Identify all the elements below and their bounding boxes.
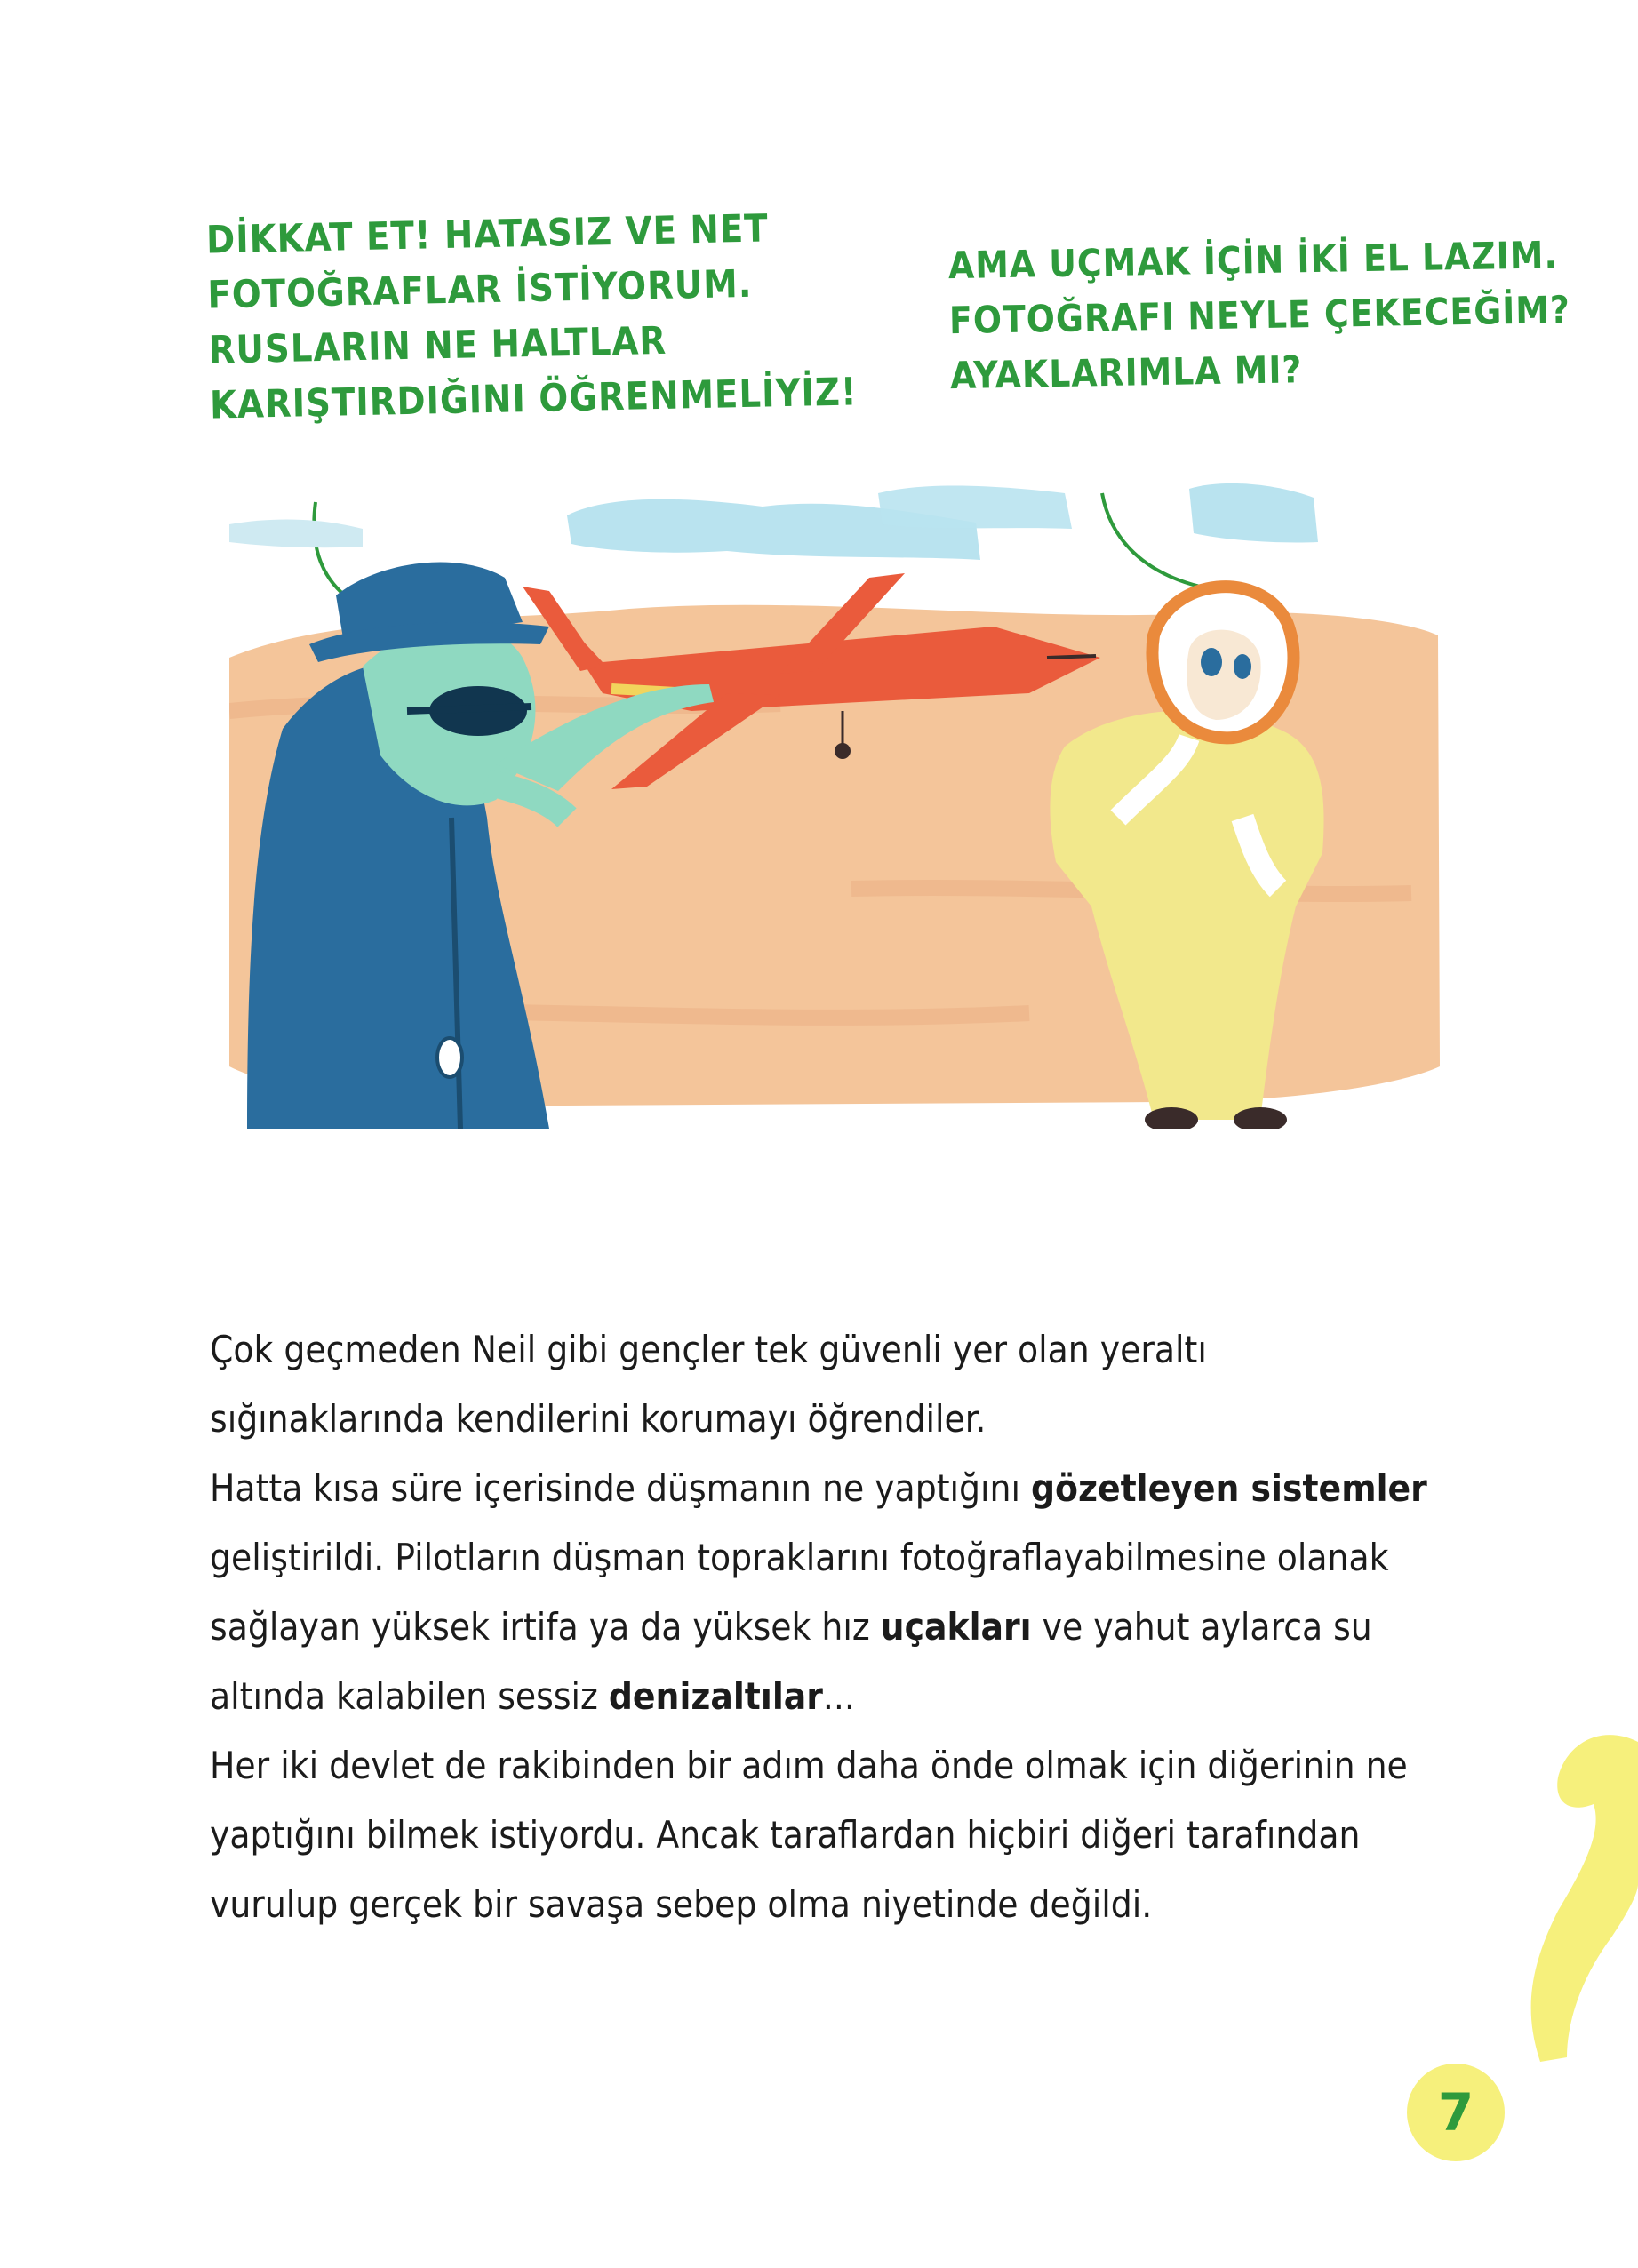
text-line: ... bbox=[822, 1674, 855, 1718]
bubble-line: DİKKAT ET! HATASIZ VE NET bbox=[205, 206, 770, 263]
text-line: Çok geçmeden Neil gibi gençler tek güvenli yer olan yeraltı bbox=[210, 1328, 1207, 1371]
page-number-badge bbox=[1407, 2064, 1505, 2161]
question-mark-decoration bbox=[1505, 1706, 1638, 2151]
bold-term: denizaltılar bbox=[608, 1674, 823, 1718]
bubble-line: AMA UÇMAK İÇİN İKİ EL LAZIM. bbox=[947, 233, 1559, 288]
page-number: 7 bbox=[1437, 2082, 1474, 2143]
text-line: yaptığını bilmek istiyordu. Ancak taraflardan hiçbiri diğeri tarafından bbox=[210, 1813, 1361, 1857]
text-line: ve yahut aylarca su bbox=[1031, 1605, 1372, 1649]
bubble-line: FOTOĞRAFI NEYLE ÇEKECEĞİM? bbox=[948, 287, 1571, 343]
sky-cloud bbox=[878, 485, 1072, 529]
text-line: altında kalabilen sessiz bbox=[210, 1674, 609, 1718]
bubble-line: AYAKLARIMLA MI? bbox=[949, 347, 1303, 398]
paragraph-2 bbox=[210, 1454, 1498, 1731]
body-text bbox=[210, 1315, 1498, 1939]
text-line: vurulup gerçek bir savaşa sebep olma niyetinde değildi. bbox=[210, 1882, 1153, 1926]
paragraph-3 bbox=[210, 1731, 1498, 1939]
text-line: sağlayan yüksek irtifa ya da yüksek hız bbox=[210, 1605, 881, 1649]
text-line: sığınaklarında kendilerini korumayı öğrendiler. bbox=[210, 1397, 987, 1441]
spy-and-pilot-illustration bbox=[229, 444, 1447, 1129]
text-line: Her iki devlet de rakibinden bir adım daha önde olmak için diğerinin ne bbox=[210, 1744, 1408, 1787]
bold-term: uçakları bbox=[880, 1605, 1032, 1649]
bubble-line: FOTOĞRAFLAR İSTİYORUM. bbox=[206, 261, 753, 318]
text-line: Hatta kısa süre içerisinde düşmanın ne yaptığını bbox=[210, 1466, 1031, 1510]
bubble-line: RUSLARIN NE HALTLAR bbox=[208, 318, 667, 373]
sky-cloud bbox=[229, 520, 363, 548]
bubble-line: KARIŞTIRDIĞINI ÖĞRENMELİYİZ! bbox=[209, 370, 859, 428]
bold-term: gözetleyen sistemler bbox=[1030, 1466, 1427, 1510]
paragraph-1 bbox=[210, 1315, 1498, 1454]
sky-cloud bbox=[1189, 483, 1318, 543]
text-line: geliştirildi. Pilotların düşman topraklarını fotoğraflayabilmesine olanak bbox=[210, 1536, 1389, 1579]
